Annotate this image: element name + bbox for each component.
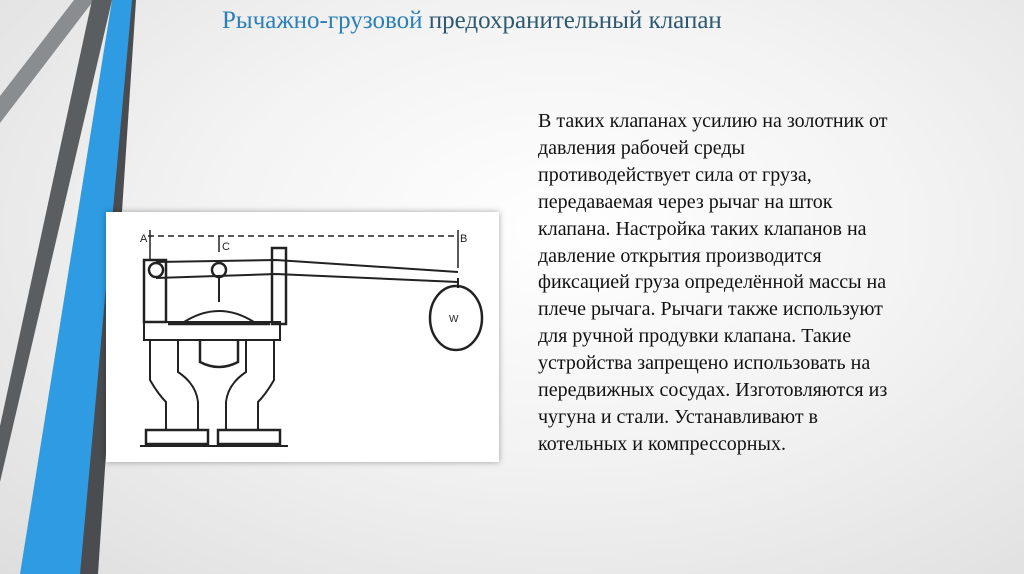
label-a: A [140,233,148,245]
title-rest: предохранительный клапан [422,7,722,34]
label-b: B [460,233,468,245]
body-paragraph: В таких клапанах усилию на золотник от давления рабочей среды противодействует сила от груза, передаваемая через рычаг на шток клапана. Настройка таких клапанов на давление открытия производится фиксацией груза определённой массы на плече рычага. Рычаги также используют для ручной продувки клапана. Такие устройства запрещено использовать на передвижных сосудах. Изготовляются из чугуна и стали. Устанавливают в котельных и компрессорных. [538,110,888,455]
label-w: W [449,314,459,325]
valve-drawing [106,212,499,462]
title-accent: Рычажно-грузовой [222,7,423,34]
slide-title [222,6,722,36]
valve-diagram [106,212,499,462]
label-c: C [222,241,230,253]
